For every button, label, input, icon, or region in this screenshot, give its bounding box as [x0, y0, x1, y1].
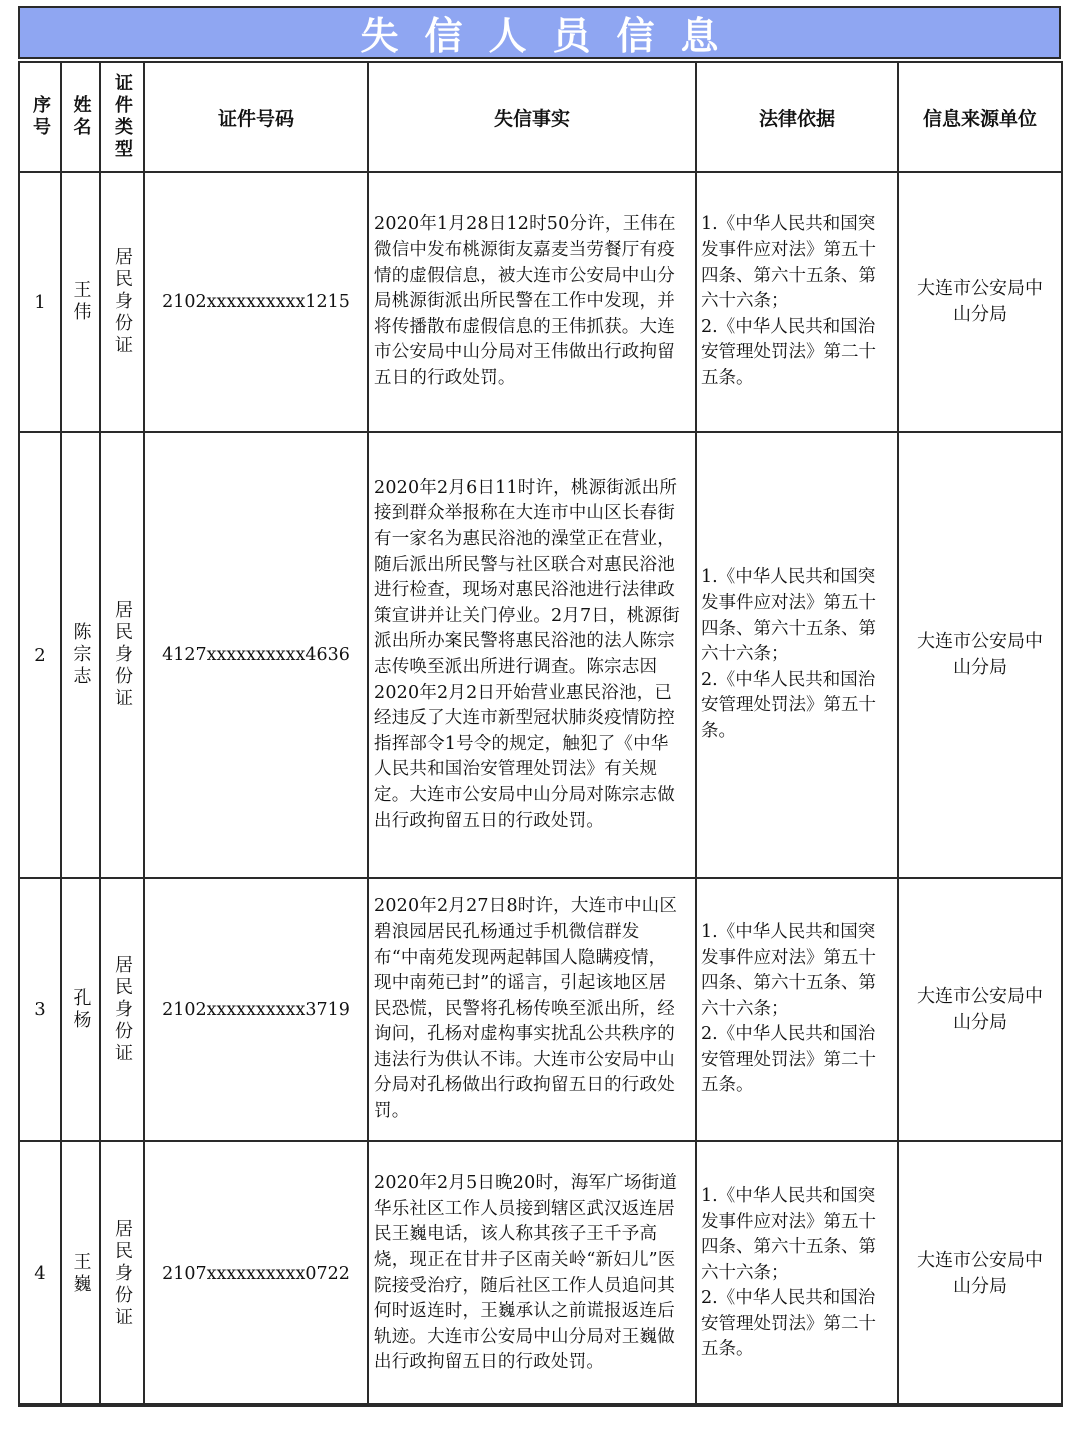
table-row	[19, 1141, 1062, 1406]
row-law: 1.《中华人民共和国突发事件应对法》第五十四条、第六十五条、第六十六条； 2.《中华人民共和国治安管理处罚法》第五十条。	[696, 432, 898, 878]
row-name: 陈宗志	[61, 432, 100, 878]
row-law: 1.《中华人民共和国突发事件应对法》第五十四条、第六十五条、第六十六条； 2.《中华人民共和国治安管理处罚法》第二十五条。	[696, 1141, 898, 1406]
table-row	[19, 172, 1062, 432]
row-id-type: 居民身份证	[100, 432, 144, 878]
row-seq: 1	[19, 172, 61, 432]
row-id-type: 居民身份证	[100, 878, 144, 1141]
row-seq: 3	[19, 878, 61, 1141]
header-name: 姓名	[61, 62, 100, 172]
row-fact: 2020年1月28日12时50分许，王伟在微信中发布桃源街友嘉麦当劳餐厅有疫情的虚假信息，被大连市公安局中山分局桃源街派出所民警在工作中发现，并将传播散布虚假信息的王伟抓获。大连市公安局中山分局对王伟做出行政拘留五日的行政处罚。	[368, 172, 696, 432]
bottom-border	[18, 1403, 1061, 1406]
row-law: 1.《中华人民共和国突发事件应对法》第五十四条、第六十五条、第六十六条； 2.《中华人民共和国治安管理处罚法》第二十五条。	[696, 878, 898, 1141]
row-name: 王巍	[61, 1141, 100, 1406]
header-id-type: 证件类型	[100, 62, 144, 172]
row-fact: 2020年2月6日11时许，桃源街派出所接到群众举报称在大连市中山区长春街有一家名为惠民浴池的澡堂正在营业，随后派出所民警与社区联合对惠民浴池进行检查，现场对惠民浴池进行法律政策宣讲并让关门停业。2月7日，桃源街派出所办案民警将惠民浴池的法人陈宗志传唤至派出所进行调查。陈宗志因2020年2月2日开始营业惠民浴池，已经违反了大连市新型冠状肺炎疫情防控指挥部令1号令的规定，触犯了《中华人民共和国治安管理处罚法》有关规定。大连市公安局中山分局对陈宗志做出行政拘留五日的行政处罚。	[368, 432, 696, 878]
header-row	[19, 62, 1062, 172]
row-law: 1.《中华人民共和国突发事件应对法》第五十四条、第六十五条、第六十六条； 2.《中华人民共和国治安管理处罚法》第二十五条。	[696, 172, 898, 432]
row-id-number: 2107xxxxxxxxxx0722	[144, 1141, 368, 1406]
header-fact: 失信事实	[368, 62, 696, 172]
row-source: 大连市公安局中山分局	[898, 172, 1062, 432]
row-seq: 4	[19, 1141, 61, 1406]
row-id-number: 2102xxxxxxxxxx1215	[144, 172, 368, 432]
table-row	[19, 432, 1062, 878]
row-source: 大连市公安局中山分局	[898, 432, 1062, 878]
header-seq: 序号	[19, 62, 61, 172]
row-fact: 2020年2月5日晚20时，海军广场街道华乐社区工作人员接到辖区武汉返连居民王巍电话，该人称其孩子王千予高烧，现正在甘井子区南关岭“新妇儿”医院接受治疗，随后社区工作人员追问其何时返连时，王巍承认之前谎报返连后轨迹。大连市公安局中山分局对王巍做出行政拘留五日的行政处罚。	[368, 1141, 696, 1406]
table-row	[19, 878, 1062, 1141]
header-id-number: 证件号码	[144, 62, 368, 172]
row-name: 王伟	[61, 172, 100, 432]
row-seq: 2	[19, 432, 61, 878]
header-law: 法律依据	[696, 62, 898, 172]
row-source: 大连市公安局中山分局	[898, 878, 1062, 1141]
credit-table	[18, 61, 1063, 1407]
row-fact: 2020年2月27日8时许，大连市中山区碧浪园居民孔杨通过手机微信群发布“中南苑发现两起韩国人隐瞒疫情，现中南苑已封”的谣言，引起该地区居民恐慌，民警将孔杨传唤至派出所，经询问，孔杨对虚构事实扰乱公共秩序的违法行为供认不讳。大连市公安局中山分局对孔杨做出行政拘留五日的行政处罚。	[368, 878, 696, 1141]
row-id-number: 4127xxxxxxxxxx4636	[144, 432, 368, 878]
header-source: 信息来源单位	[898, 62, 1062, 172]
row-name: 孔杨	[61, 878, 100, 1141]
row-id-number: 2102xxxxxxxxxx3719	[144, 878, 368, 1141]
row-id-type: 居民身份证	[100, 172, 144, 432]
row-id-type: 居民身份证	[100, 1141, 144, 1406]
title-banner	[18, 6, 1061, 59]
row-source: 大连市公安局中山分局	[898, 1141, 1062, 1406]
page-title: 失信人员信息	[360, 14, 745, 58]
